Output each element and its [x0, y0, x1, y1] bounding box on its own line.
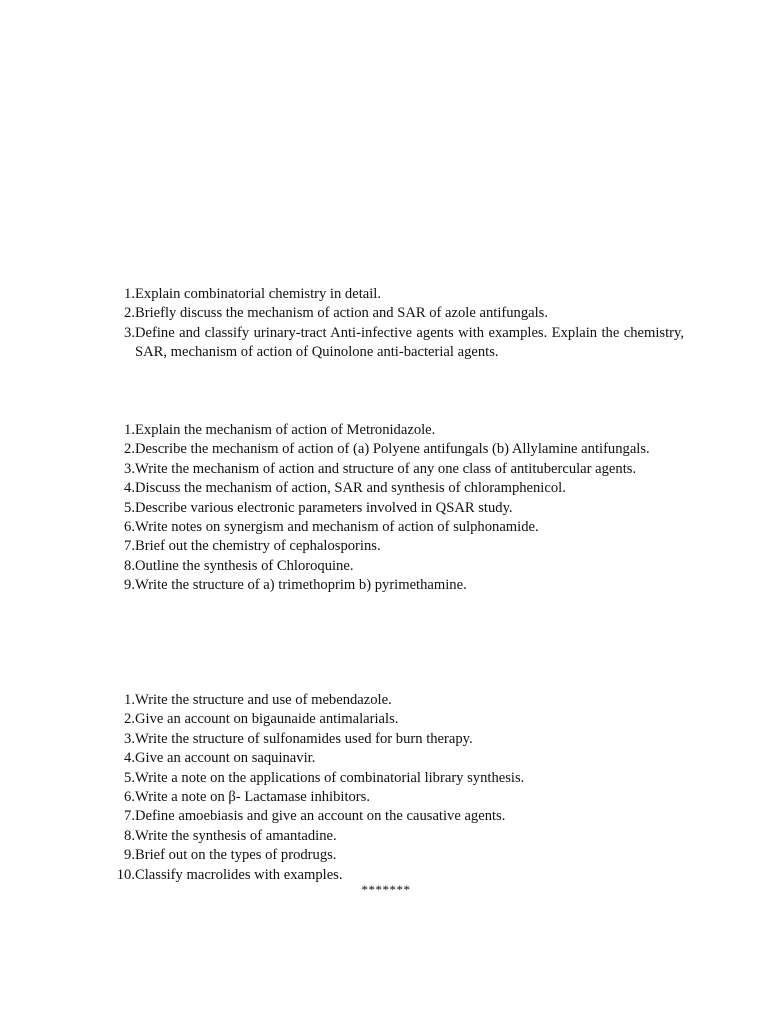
question-item: [104, 691, 684, 710]
question-number: 2.: [124, 305, 135, 322]
question-number: 4.: [124, 480, 135, 497]
question-list-section-2: [104, 421, 684, 596]
question-item: [104, 827, 684, 846]
question-number: 1.: [124, 422, 135, 438]
question-number: 9.: [124, 847, 135, 864]
end-marker: *******: [361, 882, 411, 897]
question-item: [104, 807, 684, 826]
question-text: Write a note on β- Lactamase inhibitors.: [135, 789, 370, 806]
question-item: [104, 479, 684, 498]
question-text: Write the structure and use of mebendazole.: [135, 692, 392, 708]
question-item: [104, 499, 684, 518]
question-number: 8.: [124, 557, 135, 574]
question-text: Brief out on the types of prodrugs.: [135, 847, 337, 864]
question-number: 8.: [124, 827, 135, 844]
question-number: 5.: [124, 499, 135, 516]
question-item: [104, 769, 684, 788]
question-number: 10.: [116, 866, 135, 883]
question-text: Describe the mechanism of action of (a) Polyene antifungals (b) Allylamine antifungals.: [135, 441, 650, 458]
question-text: Give an account on bigaunaide antimalarials.: [135, 711, 399, 728]
question-item: [104, 460, 684, 479]
question-text: Explain the mechanism of action of Metronidazole.: [135, 422, 436, 438]
question-text: Discuss the mechanism of action, SAR and synthesis of chloramphenicol.: [135, 480, 566, 497]
question-text: Define amoebiasis and give an account on the causative agents.: [135, 808, 506, 825]
question-item: [104, 440, 684, 459]
question-item: [104, 421, 684, 440]
question-number: 2.: [124, 441, 135, 458]
question-item: [104, 710, 684, 729]
question-number: 1.: [124, 286, 135, 302]
question-text: Write notes on synergism and mechanism of action of sulphonamide.: [135, 519, 539, 536]
question-text: Write a note on the applications of combinatorial library synthesis.: [135, 769, 525, 786]
question-item: [104, 518, 684, 537]
question-number: 6.: [124, 519, 135, 536]
question-item: [104, 788, 684, 807]
question-text: Outline the synthesis of Chloroquine.: [135, 557, 354, 574]
question-number: 6.: [124, 789, 135, 806]
question-list-section-1: [104, 285, 684, 363]
question-item: [104, 285, 684, 304]
question-number: 3.: [124, 730, 135, 747]
question-list-section-3: [104, 691, 684, 885]
question-text: Describe various electronic parameters involved in QSAR study.: [135, 499, 513, 516]
question-number: 3.: [124, 460, 135, 477]
question-number: 5.: [124, 769, 135, 786]
question-text: Define and classify urinary-tract Anti-infective agents with examples. Explain the chemistry, SAR, mechanism of action of Quinolone anti-bacterial agents.: [135, 324, 684, 361]
question-item: [104, 749, 684, 768]
question-item: [104, 324, 684, 363]
question-text: Write the synthesis of amantadine.: [135, 827, 337, 844]
question-item: [104, 557, 684, 576]
question-text: Write the mechanism of action and structure of any one class of antitubercular agents.: [135, 460, 637, 477]
question-item: [104, 304, 684, 323]
question-number: 7.: [124, 808, 135, 825]
question-text: Classify macrolides with examples.: [135, 866, 343, 883]
question-text: Write the structure of a) trimethoprim b) pyrimethamine.: [135, 577, 467, 594]
question-item: [104, 576, 684, 595]
question-number: 2.: [124, 711, 135, 728]
question-number: 1.: [124, 692, 135, 708]
question-text: Brief out the chemistry of cephalosporins.: [135, 538, 381, 555]
question-number: 9.: [124, 577, 135, 594]
question-item: [104, 537, 684, 556]
question-number: 3.: [124, 324, 135, 341]
question-number: 7.: [124, 538, 135, 555]
question-text: Briefly discuss the mechanism of action and SAR of azole antifungals.: [135, 305, 548, 322]
question-text: Give an account on saquinavir.: [135, 750, 316, 767]
question-item: [104, 730, 684, 749]
question-text: Explain combinatorial chemistry in detail.: [135, 286, 381, 302]
question-item: [104, 846, 684, 865]
question-number: 4.: [124, 750, 135, 767]
question-text: Write the structure of sulfonamides used for burn therapy.: [135, 730, 473, 747]
